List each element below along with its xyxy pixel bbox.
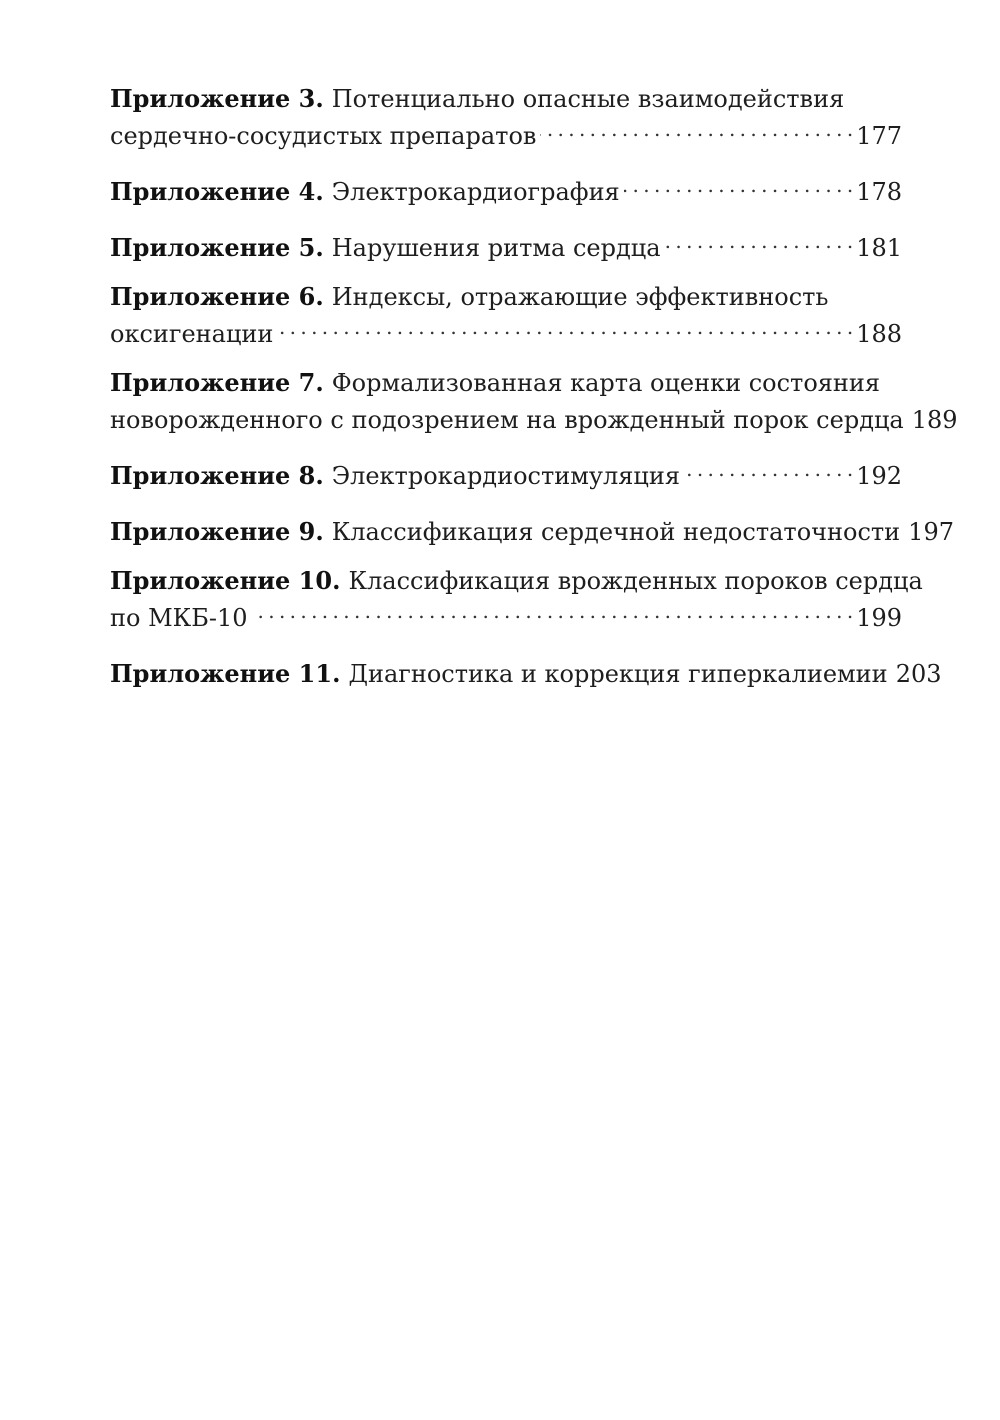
toc-entry-page-number: 189 xyxy=(911,406,958,434)
toc-entry-line xyxy=(110,114,902,150)
toc-entry-appendix-6[interactable] xyxy=(110,282,902,348)
toc-entry-title-continued: оксигенации xyxy=(110,320,274,348)
toc-entry-line xyxy=(110,312,902,348)
toc-entry-line xyxy=(110,510,954,546)
table-of-contents xyxy=(110,84,958,708)
dot-leader xyxy=(665,226,853,256)
toc-entry-page-number: 192 xyxy=(856,462,902,490)
toc-entry-line xyxy=(110,226,902,262)
toc-entry-title-continued: по МКБ-10 xyxy=(110,604,248,632)
toc-entry-label: Приложение 7. xyxy=(110,368,324,397)
toc-entry-label: Приложение 6. xyxy=(110,282,324,311)
toc-entry-label: Приложение 3. xyxy=(110,84,324,113)
dot-leader xyxy=(684,454,852,484)
toc-entry-page-number: 177 xyxy=(856,122,902,150)
toc-entry-title: Потенциально опасные взаимодействия xyxy=(331,85,845,113)
toc-entry-label: Приложение 5. xyxy=(110,233,324,262)
toc-entry-appendix-10[interactable] xyxy=(110,566,923,632)
toc-entry-title-continued: сердечно-сосудистых препаратов xyxy=(110,122,537,150)
toc-entry-label: Приложение 8. xyxy=(110,461,324,490)
dot-leader xyxy=(252,596,853,626)
toc-entry-title: Формализованная карта оценки состояния xyxy=(331,369,881,397)
toc-entry-label: Приложение 4. xyxy=(110,177,324,206)
toc-entry-line xyxy=(110,84,902,114)
toc-entry-title: Электрокардиостимуляция xyxy=(331,462,680,490)
toc-entry-line xyxy=(110,454,902,490)
toc-entry-line xyxy=(110,652,942,688)
toc-entry-appendix-3[interactable] xyxy=(110,84,902,150)
toc-entry-line xyxy=(110,596,902,632)
dot-leader xyxy=(540,114,852,144)
toc-entry-appendix-4[interactable] xyxy=(110,170,902,206)
toc-entry-label: Приложение 11. xyxy=(110,659,341,688)
toc-entry-page-number: 188 xyxy=(856,320,902,348)
toc-entry-line xyxy=(110,566,923,596)
toc-entry-label: Приложение 9. xyxy=(110,517,324,546)
toc-entry-appendix-5[interactable] xyxy=(110,226,902,262)
dot-leader xyxy=(624,170,852,200)
toc-entry-title: Классификация сердечной недостаточности xyxy=(331,518,901,546)
toc-entry-title: Индексы, отражающие эффективность xyxy=(331,283,829,311)
toc-entry-appendix-9[interactable] xyxy=(110,510,954,546)
toc-entry-page-number: 199 xyxy=(856,604,902,632)
toc-entry-title: Нарушения ритма сердца xyxy=(331,234,661,262)
toc-entry-page-number: 197 xyxy=(908,518,954,546)
toc-entry-line xyxy=(110,170,902,206)
toc-entry-title: Диагностика и коррекция гиперкалиемии xyxy=(348,660,888,688)
toc-entry-appendix-11[interactable] xyxy=(110,652,942,688)
toc-entry-page-number: 178 xyxy=(856,178,902,206)
toc-entry-appendix-7[interactable] xyxy=(110,368,958,434)
toc-entry-title: Электрокардиография xyxy=(331,178,620,206)
toc-entry-title-continued: новорожденного с подозрением на врожденный порок сердца xyxy=(110,406,904,434)
toc-entry-line xyxy=(110,398,958,434)
toc-entry-line xyxy=(110,368,902,398)
toc-entry-label: Приложение 10. xyxy=(110,566,341,595)
toc-entry-line xyxy=(110,282,902,312)
dot-leader xyxy=(277,312,852,342)
toc-entry-page-number: 203 xyxy=(895,660,942,688)
toc-entry-title: Классификация врожденных пороков сердца xyxy=(348,567,923,595)
toc-entry-page-number: 181 xyxy=(856,234,902,262)
toc-entry-appendix-8[interactable] xyxy=(110,454,902,490)
